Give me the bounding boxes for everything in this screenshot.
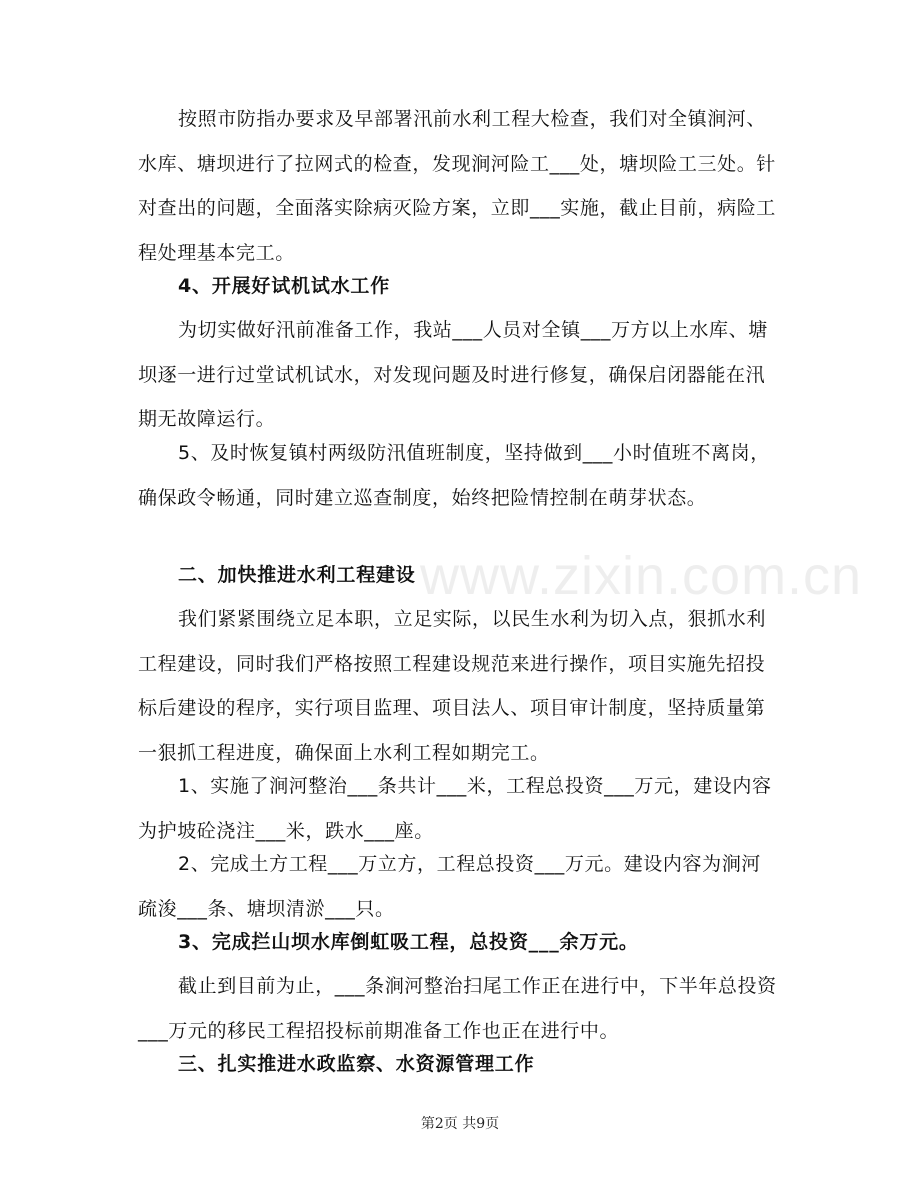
watermark: www.zixin.com.cn xyxy=(420,546,863,606)
page-number-footer: 第2页 共9页 xyxy=(420,1116,500,1132)
paragraph-item-one: 1、实施了涧河整治___条共计___米，工程总投资___万元，建设内容为护坡砼浇注___米，跌水___座。 xyxy=(138,775,772,842)
paragraph-construction: 我们紧紧围绕立足本职，立足实际，以民生水利为切入点，狠抓水利工程建设，同时我们严格按照工程建设规范来进行操作，项目实施先招投标后建设的程序，实行项目监理、项目法人、项目审计制度，坚持质量第一狠抓工程进度，确保面上水利工程如期完工。 xyxy=(138,608,767,764)
paragraph-inspection: 按照市防指办要求及早部署汛前水利工程大检查，我们对全镇涧河、水库、塘坝进行了拉网式的检查，发现涧河险工___处，塘坝险工三处。针对查出的问题，全面落实除病灭险方案，立即___实施，截止目前，病险工程处理基本完工。 xyxy=(138,108,776,264)
heading-section-two: 二、加快推进水利工程建设 xyxy=(178,564,416,586)
paragraph-item-two: 2、完成土方工程___万立方，工程总投资___万元。建设内容为涧河疏浚___条、塘坝清淤___只。 xyxy=(138,853,761,920)
heading-trial-run: 4、开展好试机试水工作 xyxy=(178,275,391,297)
paragraph-duty-system: 5、及时恢复镇村两级防汛值班制度，坚持做到___小时值班不离岗，确保政令畅通，同时建立巡查制度，始终把险情控制在萌芽状态。 xyxy=(138,442,770,509)
paragraph-progress: 截止到目前为止，___条涧河整治扫尾工作正在进行中，下半年总投资___万元的移民工程招投标前期准备工作也正在进行中。 xyxy=(138,975,777,1042)
paragraph-trial-run: 为切实做好汛前准备工作，我站___人员对全镇___万方以上水库、塘坝逐一进行过堂试机试水，对发现问题及时进行修复，确保启闭器能在汛期无故障运行。 xyxy=(138,319,768,431)
heading-item-three: 3、完成拦山坝水库倒虹吸工程，总投资___余万元。 xyxy=(178,931,639,953)
heading-section-three: 三、扎实推进水政监察、水资源管理工作 xyxy=(178,1053,535,1075)
